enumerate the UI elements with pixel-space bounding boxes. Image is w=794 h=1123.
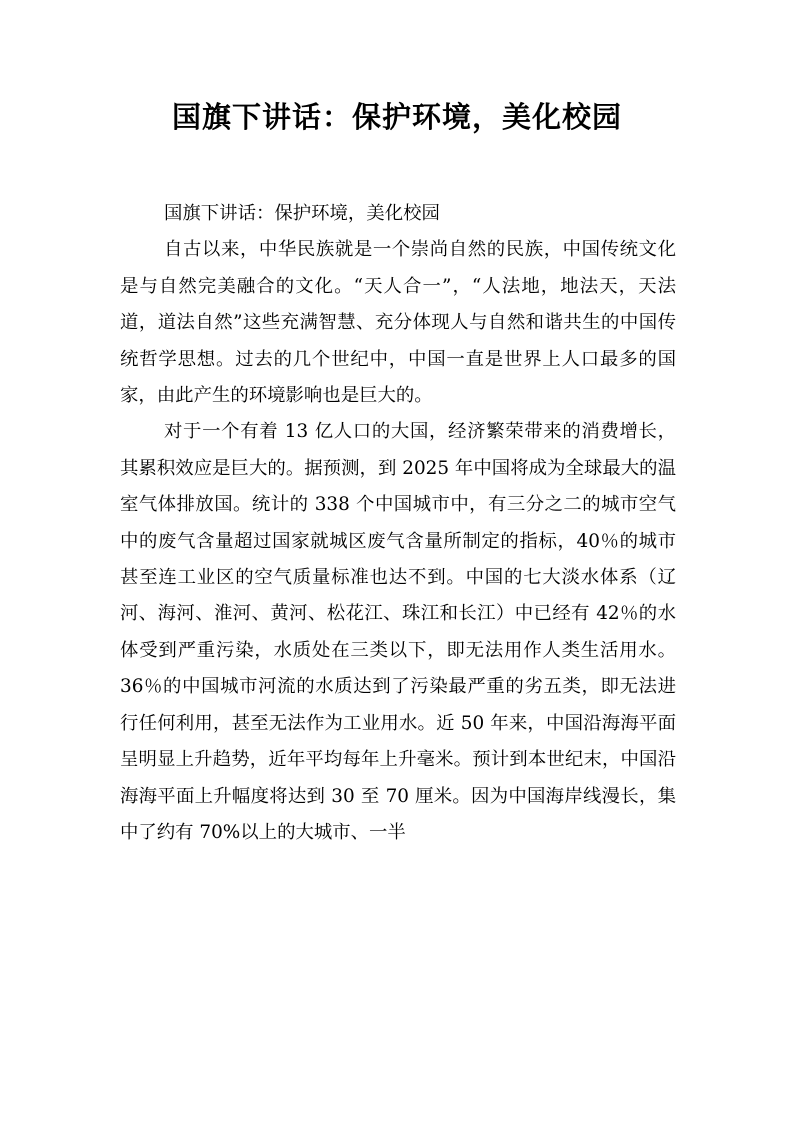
paragraph-2: 对于一个有着 13 亿人口的大国，经济繁荣带来的消费增长，其累积效应是巨大的。据预测，到 2025 年中国将成为全球最大的温室气体排放国。统计的 338 个中国城市中，有三分之二的城市空气中的废气含量超过国家就城区废气含量所制定的指标，40％的城市甚至连工业区的空气质量标准也达不到。中国的七大淡水体系（辽河、海河、淮河、黄河、松花江、珠江和长江）中已经有 42％的水体受到严重污染，水质处在三类以下，即无法用作人类生活用水。36％的中国城市河流的水质达到了污染最严重的劣五类，即无法进行任何利用，甚至无法作为工业用水。近 50 年来，中国沿海海平面呈明显上升趋势，近年平均每年上升毫米。预计到本世纪末，中国沿海海平面上升幅度将达到 30 至 70 厘米。因为中国海岸线漫长，集中了约有 70%以上的大城市、一半 <box>120 421 676 843</box>
document-body <box>120 196 676 851</box>
paragraph-1: 自古以来，中华民族就是一个崇尚自然的民族，中国传统文化是与自然完美融合的文化。“天人合一”，“人法地，地法天，天法道，道法自然”这些充满智慧、充分体现人与自然和谐共生的中国传统哲学思想。过去的几个世纪中，中国一直是世界上人口最多的国家，由此产生的环境影响也是巨大的。 <box>120 239 676 407</box>
document-subtitle: 国旗下讲话：保护环境，美化校园 <box>164 203 440 224</box>
page-title: 国旗下讲话：保护环境，美化校园 <box>171 100 622 134</box>
